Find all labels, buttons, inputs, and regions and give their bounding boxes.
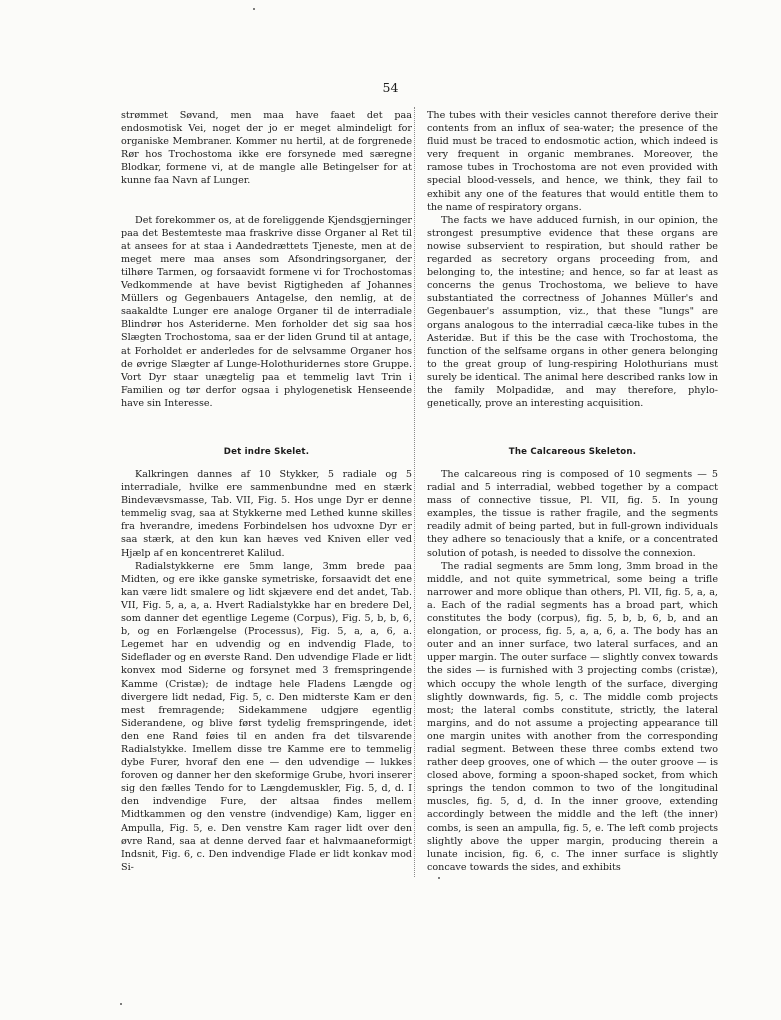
paragraph: Det forekommer os, at de foreliggende Kjendsgjerninger paa det Bestemteste maa fraskrive disse Organer al Ret til at ansees for at staa i Aandedrættets Tjeneste, men at de meget mere maa anses som Afsondringsorganer, der tilhøre Tarmen, og forsaavidt formene vi for Trochostomas Vedkommende at have bevist Rigtigheden af Johannes Müllers og Gegenbauers Antagelse, den nemlig, at de saakaldte Lunger ere analoge Organer til de interradiale Blindrør hos Asteriderne. Men forholder det sig saa hos Slægten Trochostoma, saa er der liden Grund til at antage, at Forholdet er anderledes for de selvsamme Organer hos de øvrige Slægter af Lunge-Holothuridernes store Gruppe. Vort Dyr staar unægtelig paa et temmelig lavt Trin i Familien og tør derfor ogsaa i phylogenetisk Henseende have sin Interesse. xyxy=(121,214,412,409)
left-column-top xyxy=(121,109,412,410)
paper-speck xyxy=(120,1003,122,1005)
paragraph: The radial segments are 5mm long, 3mm broad in the middle, and not quite symmetrical, some being a trifle narrower and more oblique than others, Pl. VII, fig. 5, a, a, a. Each of the radial segments has a broad part, which constitutes the body (corpus), fig. 5, b, b, 6, b, and an elongation, or process, fig. 5, a, a, 6, a. The body has an outer and an inner surface, two lateral surfaces, and an upper margin. The outer surface — slightly convex towards the sides — is furnished with 3 projecting combs (cristæ), which occupy the whole length of the surface, diverging slightly downwards, fig. 5, c. The middle comb projects most; the lateral combs constitute, strictly, the lateral margins, and do not assume a projecting appearance till one margin unites with another from the corresponding radial segment. Between these three combs extend two rather deep grooves, one of which — the outer groove — is closed above, forming a spoon-shaped socket, from which springs the tendon common to two of the longitudinal muscles, fig. 5, d, d. In the inner groove, extending accordingly between the middle and the left (the inner) combs, is seen an ampulla, fig. 5, e. The left comb projects slightly above the upper margin, producing therein a lunate incision, fig. 6, c. The inner surface is slightly concave towards the sides, and exhibits xyxy=(427,560,718,873)
left-column-bottom xyxy=(121,468,412,874)
paper-speck xyxy=(253,8,255,10)
paragraph: The calcareous ring is composed of 10 segments — 5 radial and 5 interradial, webbed together by a compact mass of connective tissue, Pl. VII, fig. 5. In young examples, the tissue is rather fragile, and the segments readily admit of being parted, but in full-grown individuals they adhere so tenaciously that a knife, or a concentrated solution of potash, is needed to dissolve the connexion. xyxy=(427,469,718,559)
paper-speck xyxy=(438,877,440,879)
paragraph: The facts we have adduced furnish, in our opinion, the strongest presumptive evidence that these organs are nowise subservient to respiration, but should rather be regarded as secretory organs proceeding from, and belonging to, the intestine; and hence, so far at least as concerns the genus Trochostoma, we believe to have substantiated the correctness of Johannes Müller's and Gegenbauer's assumption, viz., that these "lungs" are organs analogous to the interradial cæca-like tubes in the Asteridæ. But if this be the case with Trochostoma, the function of the selfsame organs in other genera belonging to the great group of lung-respiring Holothurians must surely be identical. The animal here described ranks low in the family Molpadidæ, and may therefore, phylo-genetically, prove an interesting acquisition. xyxy=(427,214,718,410)
paragraph: strømmet Søvand, men maa have faaet det paa endosmotisk Vei, noget der jo er meget almindeligt for organiske Membraner. Kommer nu hertil, at de forgrenede Rør hos Trochostoma ikke ere forsynede med særegne Blodkar, formene vi, at de mangle alle Betingelser for at kunne faa Navn af Lunger. xyxy=(121,110,412,187)
paragraph: Kalkringen dannes af 10 Stykker, 5 radiale og 5 interradiale, hvilke ere sammenbundne med en stærk Bindevævsmasse, Tab. VII, Fig. 5. Hos unge Dyr er denne temmelig svag, saa at Stykkerne med Lethed kunne skilles fra hverandre, imedens Forbindelsen hos udvoxne Dyr er saa stærk, at den kun kan hæves ved Kniven eller ved Hjælp af en koncentreret Kalilud. xyxy=(121,469,412,559)
right-column-top xyxy=(427,109,718,410)
paragraph: The tubes with their vesicles cannot therefore derive their contents from an influx of sea-water; the presence of the fluid must be traced to endosmotic action, which indeed is very frequent in organic membranes. Moreover, the ramose tubes in Trochostoma are not even provided with special blood-vessels, and hence, we think, they fail to exhibit any one of the features that would entitle them to the name of respiratory organs. xyxy=(427,110,718,213)
page-number: 54 xyxy=(382,80,399,95)
column-divider xyxy=(414,107,416,877)
paragraph: Radialstykkerne ere 5mm lange, 3mm brede paa Midten, og ere ikke ganske symetriske, forsaavidt det ene kan være lidt smalere og lidt skjævere end det andet, Tab. VII, Fig. 5, a, a, a. Hvert Radialstykke har en bredere Del, som danner det egentlige Legeme (Corpus), Fig. 5, b, b, 6, b, og en Forlængelse (Processus), Fig. 5, a, a, 6, a. Legemet har en udvendig og en indvendig Flade, to Sideflader og en øverste Rand. Den udvendige Flade er lidt konvex mod Siderne og forsynet med 3 fremspringende Kamme (Cristæ); de indtage hele Fladens Længde og divergere lidt nedad, Fig. 5, c. Den midterste Kam er den mest fremragende; Sidekammene udgjøre egentlig Siderandene, og blive først tydelig fremspringende, idet den ene Rand føies til en anden fra det tilsvarende Radialstykke. Imellem disse tre Kamme ere to temmelig dybe Furer, hvoraf den ene — den udvendige — lukkes foroven og danner her den skeformige Grube, hvori inserer sig den fælles Tendo for to Længdemuskler, Fig. 5, d, d. I den indvendige Fure, der altsaa findes mellem Midtkammen og den venstre (indvendige) Kam, ligger en Ampulla, Fig. 5, e. Den venstre Kam rager lidt over den øvre Rand, saa at denne derved faar et halvmaaneformigt Indsnit, Fig. 6, c. Den indvendige Flade er lidt konkav mod Si- xyxy=(121,560,412,873)
right-column-bottom xyxy=(427,468,718,874)
section-heading-danish: Det indre Skelet. xyxy=(223,447,310,457)
section-heading-english: The Calcareous Skeleton. xyxy=(508,447,637,457)
